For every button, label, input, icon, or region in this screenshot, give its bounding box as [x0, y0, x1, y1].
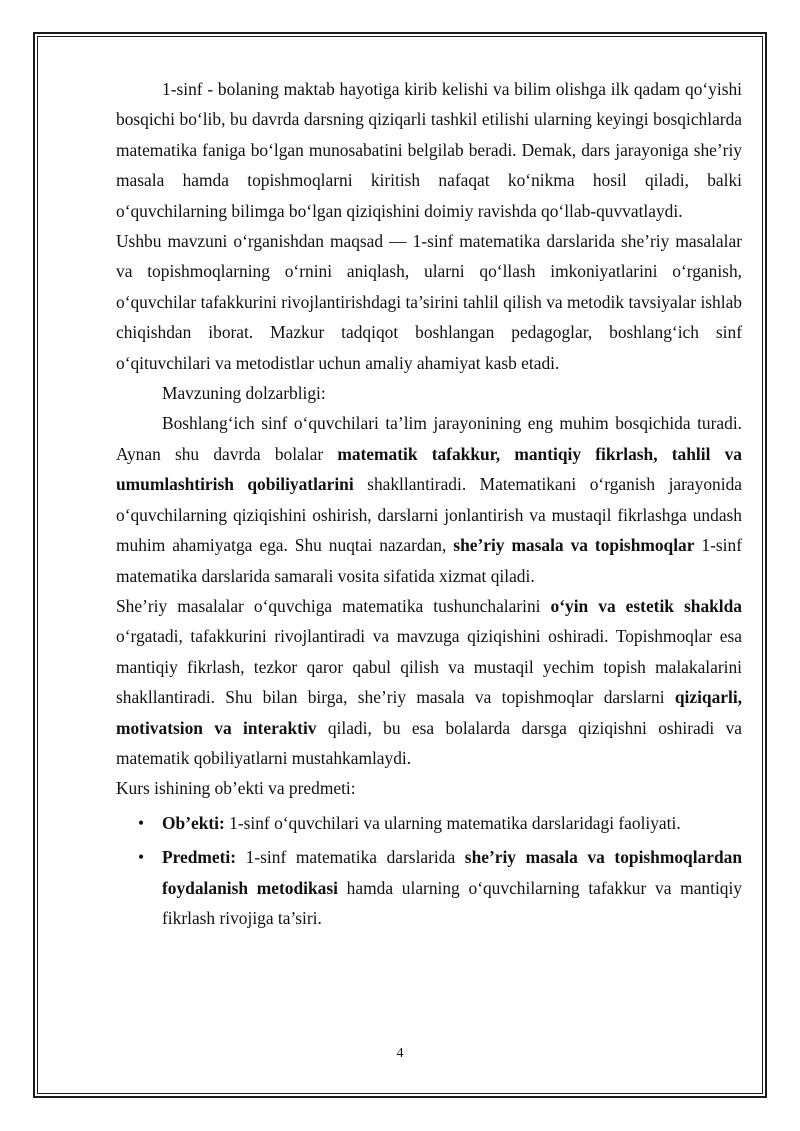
bold-run: she’riy masala va topishmoqlar	[453, 535, 695, 556]
intro-paragraph: 1-sinf - bolaning maktab hayotiga kirib kelishi va bilim olishga ilk qadam qo‘yishi bosqichi bo‘lib, bu davrda darsning qiziqarli tashkil etilishi ularning keyingi bosqichlarda matematika faniga bo‘lgan munosabatini belgilab beradi. Demak, dars jarayoniga she’riy masala hamda topishmoqlarni kiritish nafaqat ko‘nikma hosil qiladi, balki o‘quvchilarning bilimga bo‘lgan qiziqishini doimiy ravishda qo‘llab-quvvatlaydi.	[116, 79, 742, 221]
text-run: qiladi, bu esa bolalarda darsga qiziqishni oshiradi va matematik qobiliyatlarni mustahkamlaydi.	[116, 717, 742, 768]
relevance-paragraph	[116, 408, 742, 590]
document-body	[116, 74, 742, 933]
object-subject-list	[116, 808, 742, 934]
list-item-subject	[116, 842, 742, 933]
bold-run: Ob’ekti:	[162, 812, 225, 833]
page-number: 4	[396, 1046, 404, 1061]
text-run: She’riy masalalar o‘quvchiga matematika tushunchalarini	[116, 595, 551, 616]
bold-run: qiziqarli, motivatsion va interaktiv	[116, 687, 742, 738]
bold-run: she’riy masala va topishmoqlardan foydalanish metodikasi	[162, 847, 742, 898]
text-run: 1-sinf matematika darslarida	[236, 847, 465, 868]
list-item-object	[116, 808, 742, 838]
bold-run: matematik tafakkur, mantiqiy fikrlash, tahlil va umumlashtirish qobiliyatlarini	[116, 443, 742, 495]
bold-run: o‘yin va estetik shaklda	[550, 595, 743, 616]
bold-run: Predmeti:	[162, 847, 237, 868]
text-run: hamda ularning o‘quvchilarning tafakkur va mantiqiy fikrlash rivojiga ta’siri.	[162, 877, 743, 928]
poetic-problems-paragraph	[116, 591, 742, 773]
text-run: Boshlang‘ich sinf o‘quvchilari ta’lim jarayonining eng muhim bosqichida turadi. Aynan shu davrda bolalar	[116, 413, 742, 464]
text-run: shakllantiradi. Matematikani o‘rganish jarayonida o‘quvchilarning qiziqishini oshirish, darslarni jonlantirish va mustaqil fikrlashga undash muhim ahamiyatga ega. Shu nuqtai nazardan,	[116, 474, 742, 556]
text-run: o‘rgatadi, tafakkurini rivojlantiradi va mavzuga qiziqishini oshiradi. Topishmoqlar esa mantiqiy fikrlash, tezkor qaror qabul qilish va mustaqil yechim topish malakalarini shakllantiradi. Shu bilan birga, she’riy masala va topishmoqlar darslarni	[116, 626, 742, 708]
text-run: 1-sinf matematika darslarida samarali vosita sifatida xizmat qiladi.	[116, 535, 742, 586]
object-subject-heading: Kurs ishining ob’ekti va predmeti:	[116, 778, 356, 799]
relevance-heading: Mavzuning dolzarbligi:	[162, 383, 326, 404]
text-run: 1-sinf o‘quvchilari va ularning matematika darslaridagi faoliyati.	[224, 812, 681, 833]
goal-paragraph: Ushbu mavzuni o‘rganishdan maqsad — 1-sinf matematika darslarida she’riy masalalar va topishmoqlarning o‘rnini aniqlash, ularni qo‘llash imkoniyatlarini o‘rganish, o‘quvchilar tafakkurini rivojlantirishdagi ta’sirini tahlil qilish va metodik tavsiyalar ishlab chiqishdan iborat. Mazkur tadqiqot boshlangan pedagoglar, boshlang‘ich sinf o‘qituvchilari va metodistlar uchun amaliy ahamiyat kasb etadi.	[116, 231, 742, 373]
bullet-icon: •	[138, 812, 145, 833]
bullet-icon: •	[138, 847, 145, 868]
